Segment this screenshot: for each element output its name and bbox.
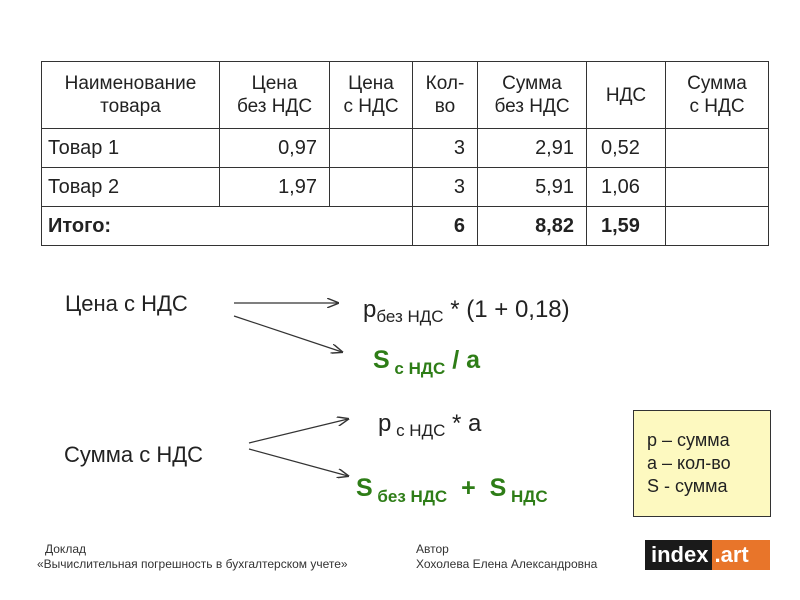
footer-report-label: Доклад [45, 542, 86, 556]
sum-vat-label: Сумма с НДС [64, 442, 204, 467]
cell-name: Товар 2 [42, 168, 220, 207]
footer-author-label: Автор [416, 542, 449, 556]
col-header-price-vat-line1: Цена [348, 73, 394, 94]
col-header-sum-no-vat-line1: Сумма [502, 73, 562, 94]
cell-sum-no-vat: 5,91 [478, 168, 587, 207]
col-header-sum-vat-line1: Сумма [687, 73, 747, 94]
cell-vat: 0,52 [587, 129, 666, 168]
col-header-qty-line2: во [434, 96, 456, 117]
price-formula-2-var: S [373, 346, 390, 374]
sum-formula-1-var: p [378, 410, 392, 437]
sum-formula-1-sub: с НДС [391, 421, 446, 440]
footer-report-title: «Вычислительная погрешность в бухгалтерском учете» [37, 557, 348, 571]
total-vat: 1,59 [587, 207, 666, 246]
cell-qty: 3 [413, 168, 478, 207]
cell-name: Товар 1 [42, 129, 220, 168]
arrow-price-to-formula2 [234, 316, 342, 352]
legend-item-p: p – сумма [647, 430, 730, 450]
total-qty: 6 [413, 207, 478, 246]
col-header-vat-line1: НДС [605, 84, 647, 106]
col-header-price-no-vat-line1: Цена [251, 73, 298, 94]
cell-qty: 3 [413, 129, 478, 168]
total-label: Итого: [42, 207, 413, 246]
col-header-name-line1: Наименование [64, 73, 197, 94]
cell-sum-no-vat: 2,91 [478, 129, 587, 168]
cell-price-no-vat: 1,97 [220, 168, 330, 207]
col-header-sum-no-vat-line2: без НДС [494, 96, 570, 117]
col-header-sum-vat-line2: с НДС [689, 96, 745, 117]
legend-item-a: a – кол-во [647, 453, 731, 473]
sum-formula-2 [356, 474, 548, 507]
total-sum-no-vat: 8,82 [478, 207, 587, 246]
sum-formula-2-sub2: НДС [506, 487, 548, 506]
col-header-qty-line1: Кол- [425, 73, 465, 94]
price-vat-label: Цена с НДС [65, 291, 188, 316]
sum-formula-2-op: + [447, 474, 490, 502]
sum-formula-2-var1: S [356, 474, 373, 502]
price-formula-2-sub: с НДС [389, 359, 446, 378]
sum-formula-2-sub1: без НДС [372, 487, 448, 506]
arrow-sum-to-formula2 [249, 449, 348, 476]
legend-item-s: S - сумма [647, 476, 728, 496]
price-formula-2 [373, 346, 480, 379]
cell-vat: 1,06 [587, 168, 666, 207]
price-formula-1-rest: * (1 + 0,18) [443, 296, 570, 323]
cell-price-no-vat: 0,97 [220, 129, 330, 168]
logo-part-art: .art [712, 540, 770, 570]
col-header-name-line2: товара [100, 96, 161, 117]
col-header-price-no-vat-line2: без НДС [236, 96, 313, 117]
variable-legend [633, 410, 771, 517]
sum-formula-1 [378, 410, 481, 441]
logo-part-index: index [645, 540, 712, 570]
col-header-price-vat-line2: с НДС [343, 96, 399, 117]
index-art-logo [645, 540, 770, 570]
price-formula-1 [363, 296, 570, 327]
sum-formula-2-var2: S [489, 474, 507, 502]
price-formula-1-sub: без НДС [376, 307, 444, 326]
arrow-sum-to-formula1 [249, 419, 348, 443]
price-formula-2-rest: / a [445, 346, 481, 374]
footer-author-name: Хохолева Елена Александровна [416, 557, 598, 571]
sum-formula-1-rest: * a [445, 410, 482, 437]
price-formula-1-var: p [363, 296, 377, 323]
